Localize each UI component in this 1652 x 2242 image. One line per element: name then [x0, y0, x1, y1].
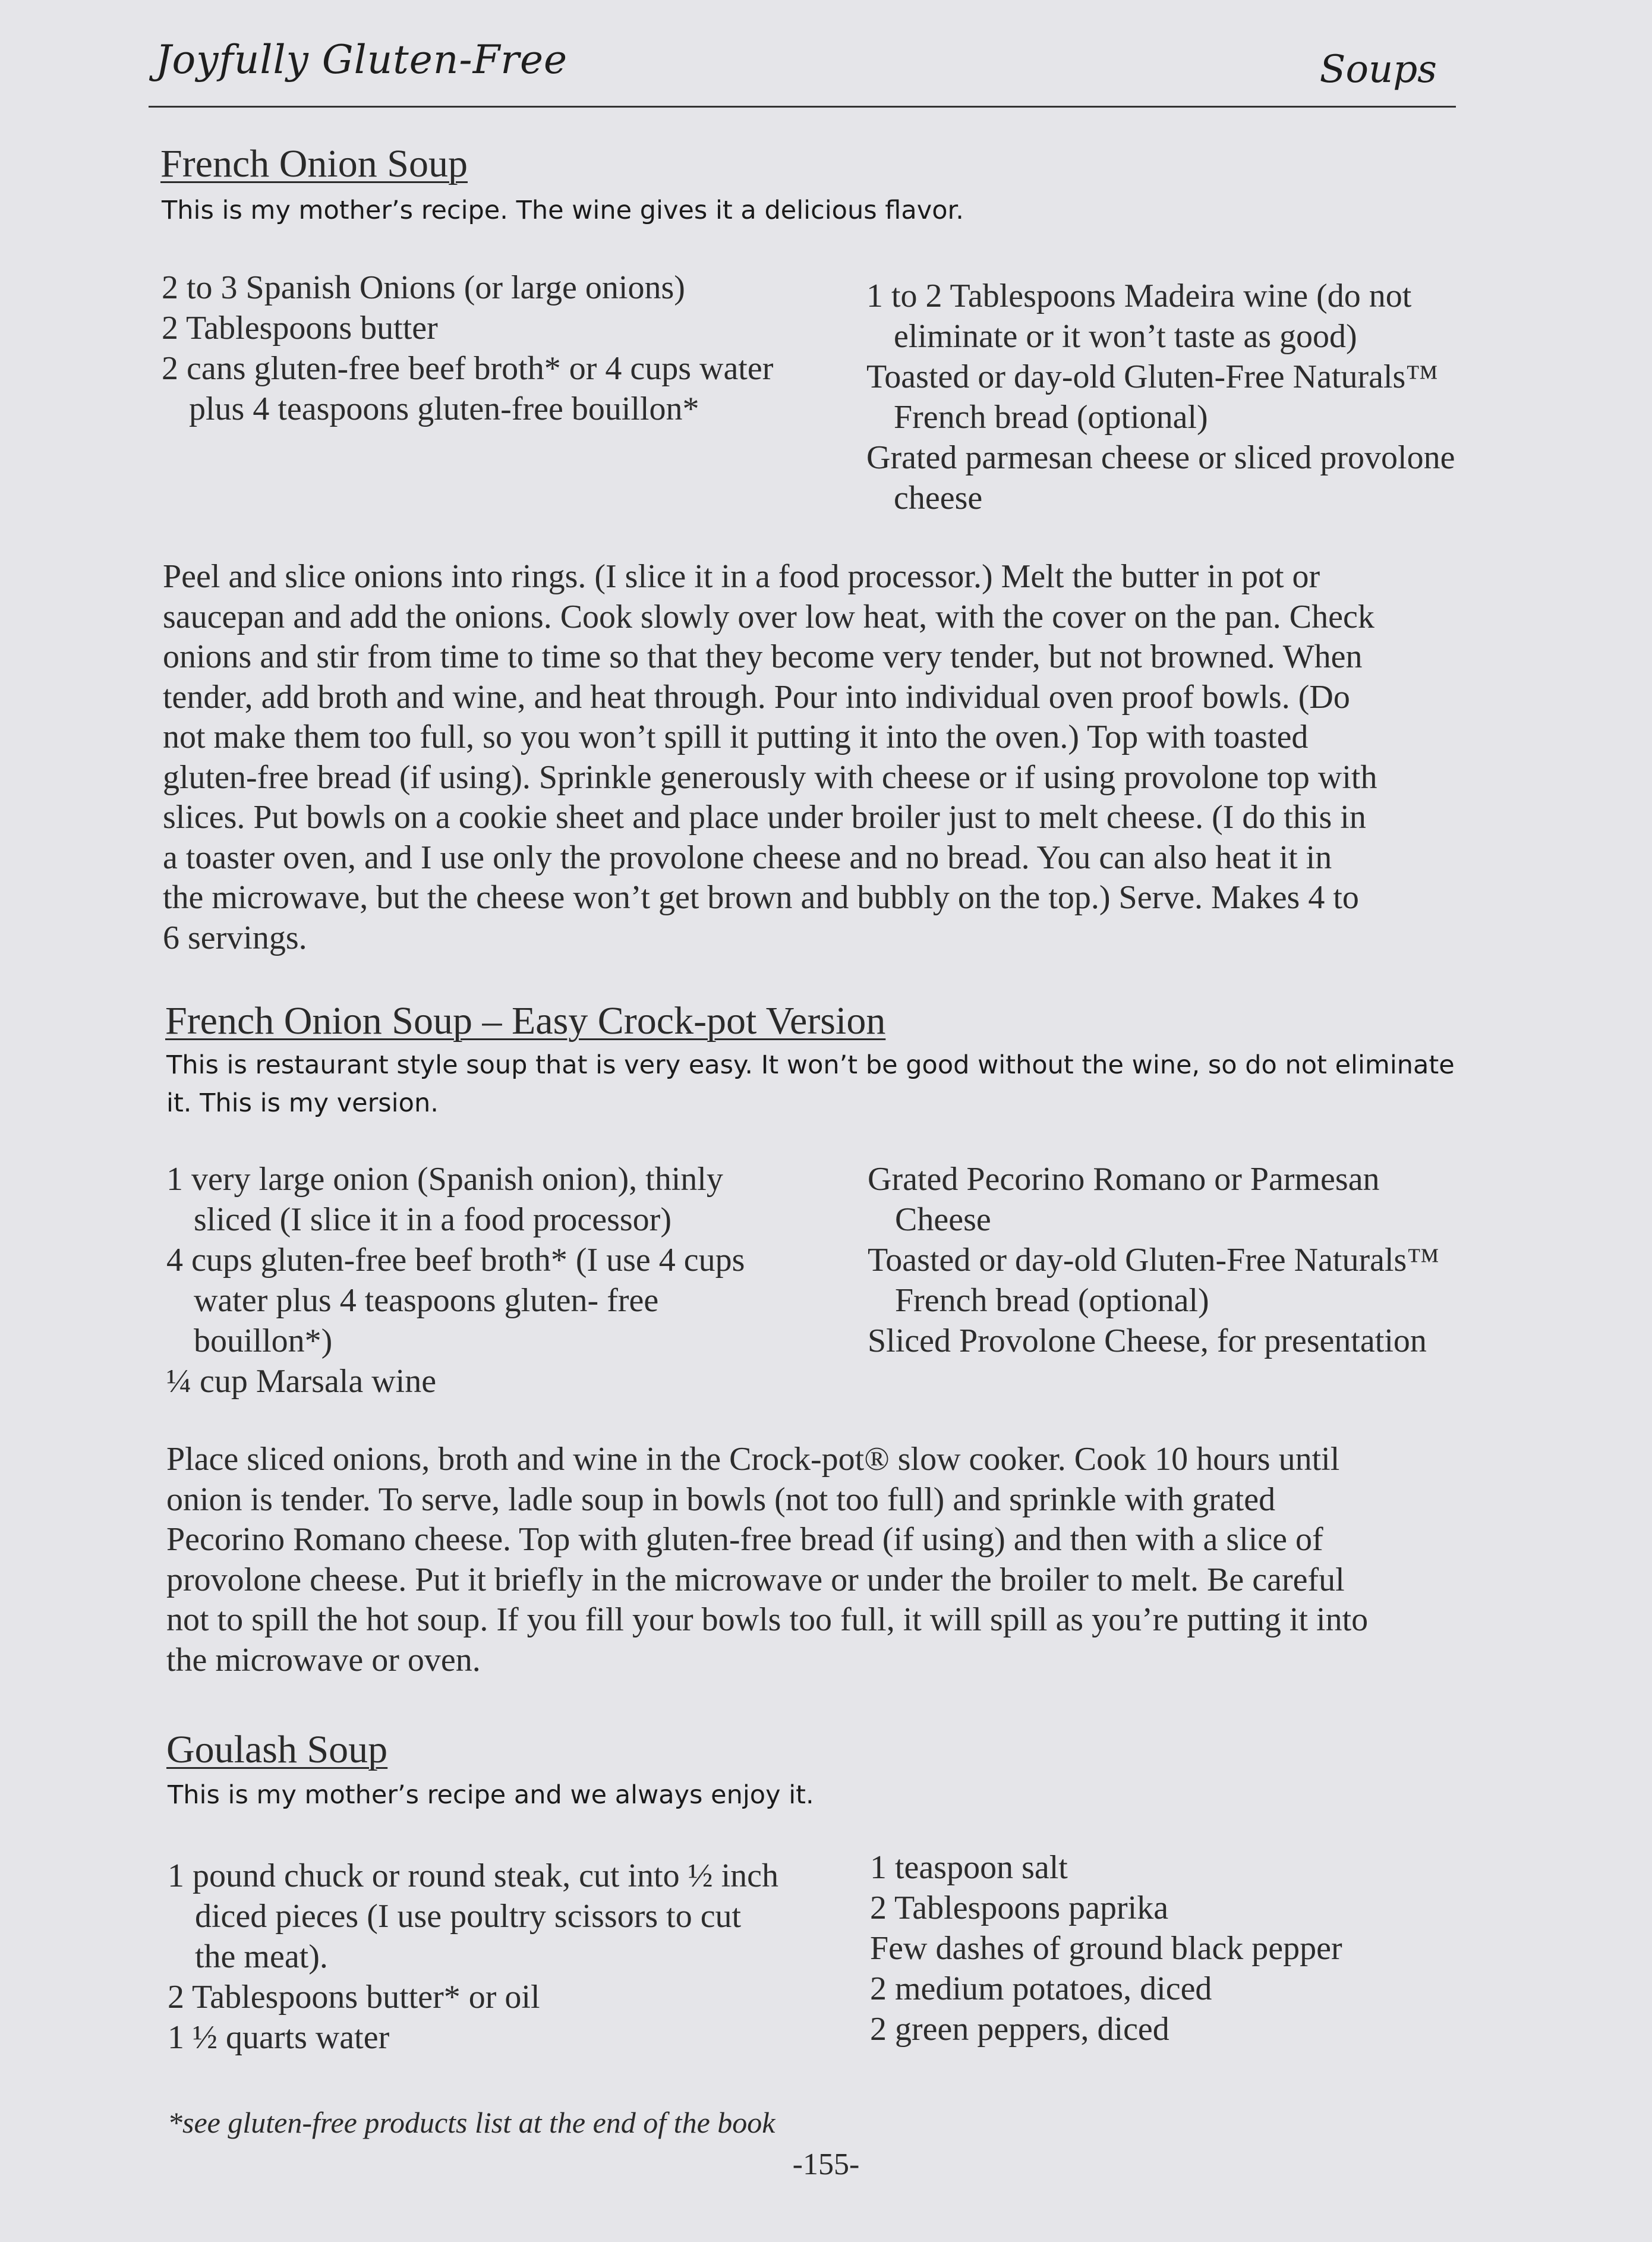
directions-line: Peel and slice onions into rings. (I slice it in a food processor.) Melt the butter in pot or [163, 558, 1320, 595]
ingredient-item: 1 pound chuck or round steak, cut into ½ inch diced pieces (I use poultry scissors to cut the meat). [168, 1857, 779, 1975]
ingredient-item: Few dashes of ground black pepper [870, 1930, 1342, 1967]
directions-line: the microwave, but the cheese won’t get brown and bubbly on the top.) Serve. Makes 4 to [163, 879, 1359, 916]
directions-line: the microwave or oven. [166, 1641, 481, 1679]
ingredients-right-column [868, 1159, 1468, 1361]
recipe-title-crock-pot-version: French Onion Soup – Easy Crock-pot Version [165, 999, 886, 1043]
ingredient-item: 1 teaspoon salt [870, 1849, 1068, 1886]
ingredients-right-column [866, 276, 1461, 518]
directions-line: onion is tender. To serve, ladle soup in bowls (not too full) and sprinkle with grated [166, 1481, 1276, 1518]
ingredient-item: Sliced Provolone Cheese, for presentation [868, 1322, 1427, 1359]
book-title-header: Joyfully Gluten-Free [156, 37, 568, 83]
recipe-intro: This is my mother’s recipe. The wine gives it a delicious flavor. [162, 196, 964, 225]
recipe-directions [166, 1440, 1462, 1680]
directions-line: Place sliced onions, broth and wine in the Crock-pot® slow cooker. Cook 10 hours until [166, 1441, 1340, 1478]
footnote: *see gluten-free products list at the end of the book [168, 2106, 775, 2139]
directions-line: onions and stir from time to time so that they become very tender, but not browned. When [163, 638, 1363, 675]
ingredient-item: 2 medium potatoes, diced [870, 1970, 1212, 2007]
directions-line: not make them too full, so you won’t spill it putting it into the oven.) Top with toasted [163, 719, 1309, 755]
directions-line: Pecorino Romano cheese. Top with gluten-free bread (if using) and then with a slice of [166, 1521, 1323, 1558]
page-number: -155- [792, 2147, 860, 2181]
ingredients-right-column [870, 1847, 1464, 2049]
ingredient-item: 2 Tablespoons butter [162, 310, 438, 347]
ingredient-item: Toasted or day-old Gluten-Free Naturals™ French bread (optional) [868, 1242, 1440, 1319]
ingredients-left-column [162, 267, 774, 429]
recipe-intro: This is my mother’s recipe and we always enjoy it. [168, 1780, 814, 1810]
ingredient-item: ¼ cup Marsala wine [166, 1363, 437, 1400]
recipe-title-goulash-soup: Goulash Soup [166, 1728, 388, 1771]
ingredient-item: Toasted or day-old Gluten-Free Naturals™ French bread (optional) [866, 358, 1439, 436]
ingredients-left-column [166, 1159, 784, 1402]
ingredient-item: 4 cups gluten-free beef broth* (I use 4 cups water plus 4 teaspoons gluten- free bouillon*) [166, 1242, 745, 1359]
directions-line: slices. Put bowls on a cookie sheet and place under broiler just to melt cheese. (I do this in [163, 799, 1366, 836]
recipe-title-french-onion-soup: French Onion Soup [160, 142, 468, 185]
ingredient-item: 1 very large onion (Spanish onion), thinly sliced (I slice it in a food processor) [166, 1161, 723, 1238]
ingredients-left-column [168, 1856, 779, 2058]
directions-line: a toaster oven, and I use only the provolone cheese and no bread. You can also heat it in [163, 839, 1332, 876]
directions-line: 6 servings. [163, 919, 307, 956]
section-header: Soups [1319, 48, 1437, 92]
ingredient-item: 2 Tablespoons paprika [870, 1890, 1169, 1926]
ingredient-item: 1 ½ quarts water [168, 2019, 390, 2056]
directions-line: saucepan and add the onions. Cook slowly over low heat, with the cover on the pan. Check [163, 598, 1374, 635]
ingredient-item: Grated parmesan cheese or sliced provolone cheese [866, 439, 1455, 517]
directions-line: not to spill the hot soup. If you fill your bowls too full, it will spill as you’re putting it into [166, 1601, 1369, 1638]
ingredient-item: 2 cans gluten-free beef broth* or 4 cups water plus 4 teaspoons gluten-free bouillon* [162, 350, 774, 427]
ingredient-item: 2 green peppers, diced [870, 2011, 1169, 2048]
directions-line: tender, add broth and wine, and heat through. Pour into individual oven proof bowls. (Do [163, 678, 1350, 716]
directions-line: gluten-free bread (if using). Sprinkle generously with cheese or if using provolone top with [163, 758, 1377, 796]
recipe-intro: This is restaurant style soup that is very easy. It won’t be good without the wine, so do not eliminate it. This is my version. [166, 1050, 1455, 1118]
directions-line: provolone cheese. Put it briefly in the microwave or under the broiler to melt. Be careful [166, 1561, 1345, 1598]
ingredient-item: Grated Pecorino Romano or Parmesan Cheese [868, 1161, 1380, 1238]
header-divider [149, 106, 1456, 108]
ingredient-item: 2 Tablespoons butter* or oil [168, 1979, 540, 2016]
ingredient-item: 2 to 3 Spanish Onions (or large onions) [162, 269, 685, 306]
recipe-directions [163, 557, 1458, 958]
ingredient-item: 1 to 2 Tablespoons Madeira wine (do not eliminate or it won’t taste as good) [866, 278, 1412, 355]
